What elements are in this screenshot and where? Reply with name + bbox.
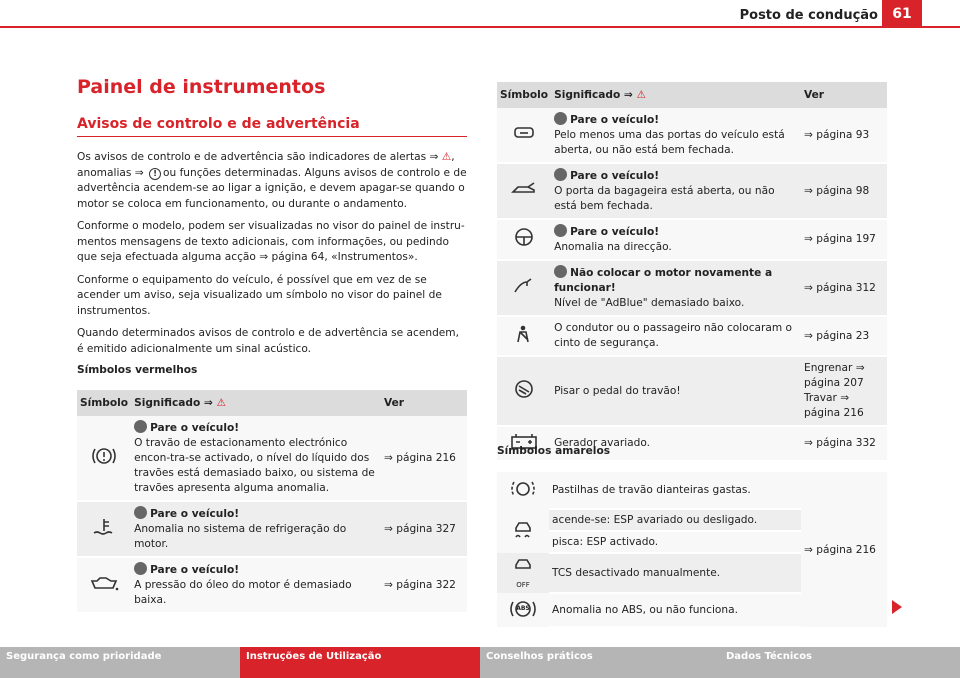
row-alert: Pare o veículo!: [150, 564, 240, 576]
esp-icon: [497, 509, 549, 553]
row-text: TCS desactivado manualmente.: [549, 553, 801, 593]
trunk-open-icon: [497, 163, 551, 219]
row-meaning: [131, 501, 381, 557]
row-alert: Pare o veículo!: [150, 508, 240, 520]
footer-tab[interactable]: Conselhos práticos: [480, 647, 720, 678]
door-open-icon: [497, 108, 551, 163]
yellow-symbols-table: [497, 472, 887, 628]
footer-tab[interactable]: Segurança como prioridade: [0, 647, 240, 678]
row-text: Anomalia no sistema de refrigeração do motor.: [134, 523, 347, 550]
stop-icon: [554, 112, 567, 125]
row-ref[interactable]: ⇒ página 332: [801, 426, 887, 461]
row-text: Pastilhas de travão dianteiras gastas.: [549, 472, 801, 509]
row-text: O travão de estacionamento electrónico encon-tra-se activado, o nível do líquido dos travões está demasiado baixo, ou sistema de travões apresenta alguma anomalia.: [134, 437, 375, 494]
row-text: Gerador avariado.: [554, 437, 651, 449]
col-meaning: Significado ⇒ ⚠: [131, 390, 381, 416]
brake-pedal-icon: [497, 356, 551, 426]
paragraph: Quando determinados avisos de controlo e de advertência se acendem, é emitido adicionalmente um sinal acústico.: [77, 327, 459, 355]
brake-pads-icon: [497, 472, 549, 509]
row-ref[interactable]: ⇒ página 312: [801, 260, 887, 316]
warning-triangle-icon: ⚠: [441, 151, 452, 163]
next-page-arrow-icon[interactable]: [892, 600, 902, 614]
row-text: Nível de "AdBlue" demasiado baixo.: [554, 297, 745, 309]
paragraph: Conforme o equipamento do veículo, é possível que em vez de se acender um aviso, seja visualizado um símbolo no visor do painel de instrumentos.: [77, 273, 442, 317]
col-meaning: Significado ⇒ ⚠: [551, 82, 801, 108]
left-column: [77, 76, 467, 614]
row-text: Anomalia no ABS, ou não funciona.: [549, 593, 801, 627]
row-ref[interactable]: ⇒ página 23: [801, 316, 887, 356]
abs-icon: ABS: [497, 593, 549, 627]
row-alert: Pare o veículo!: [570, 226, 660, 238]
row-ref[interactable]: ⇒ página 197: [801, 219, 887, 260]
row-meaning: [551, 108, 801, 163]
row-alert: Pare o veículo!: [570, 170, 660, 182]
row-text: O porta da bagageira está aberta, ou não está bem fechada.: [554, 185, 775, 212]
table-row: [77, 416, 467, 501]
brake-warning-icon: [77, 416, 131, 501]
yellow-symbols-heading: Símbolos amarelos: [497, 445, 611, 457]
row-alert: Pare o veículo!: [150, 422, 240, 434]
section-title: Avisos de controlo e de advertência: [77, 116, 467, 137]
row-meaning: [551, 356, 801, 426]
stop-icon: [134, 420, 147, 433]
page-number: 61: [882, 0, 922, 28]
row-ref[interactable]: ⇒ página 93: [801, 108, 887, 163]
row-ref[interactable]: ⇒ página 327: [381, 501, 467, 557]
col-symbol: Símbolo: [77, 390, 131, 416]
row-ref[interactable]: ⇒ página 216: [381, 416, 467, 501]
table-row: [497, 356, 887, 426]
row-text: A pressão do óleo do motor é demasiado baixa.: [134, 579, 352, 606]
paragraph: Conforme o modelo, podem ser visualizadas no visor do painel de instru-mentos mensagens de texto adicionais, com informações, ou pedindo que seja efectuada alguma acção ⇒ página 64, «Instrumentos».: [77, 220, 465, 263]
row-ref[interactable]: ⇒ página 98: [801, 163, 887, 219]
row-meaning: [131, 416, 381, 501]
row-meaning: [551, 219, 801, 260]
table-row: [77, 557, 467, 613]
row-ref[interactable]: ⇒ página 322: [381, 557, 467, 613]
stop-icon: [134, 506, 147, 519]
table-row: [497, 472, 887, 509]
col-see: Ver: [801, 82, 887, 108]
warning-triangle-icon: ⚠: [636, 88, 647, 101]
red-symbols-table-cont: [497, 82, 887, 462]
table-row: [497, 163, 887, 219]
footer-tab[interactable]: Dados Técnicos: [720, 647, 960, 678]
col-see: Ver: [381, 390, 467, 416]
row-meaning: [551, 316, 801, 356]
row-alert: Pare o veículo!: [570, 114, 660, 126]
tcs-off-icon: OFF: [497, 553, 549, 593]
page-title: Painel de instrumentos: [77, 76, 326, 98]
row-meaning: [551, 260, 801, 316]
header-rule: [0, 26, 960, 28]
row-ref[interactable]: ⇒ página 216: [801, 472, 887, 627]
row-text: Anomalia na direcção.: [554, 241, 672, 253]
stop-icon: [134, 562, 147, 575]
steering-icon: [497, 219, 551, 260]
table-row: [497, 316, 887, 356]
red-symbols-table: [77, 390, 467, 614]
red-symbols-heading: Símbolos vermelhos: [77, 364, 198, 376]
col-symbol: Símbolo: [497, 82, 551, 108]
oil-pressure-icon: [77, 557, 131, 613]
row-text: O condutor ou o passageiro não colocaram o cinto de segurança.: [554, 322, 793, 349]
warning-triangle-icon: ⚠: [216, 396, 227, 409]
row-ref[interactable]: Engrenar ⇒ página 207 Travar ⇒ página 216: [801, 356, 887, 426]
row-text: acende-se: ESP avariado ou desligado.: [549, 509, 801, 531]
stop-icon: [554, 168, 567, 181]
right-column: [497, 82, 887, 462]
row-meaning: [131, 557, 381, 613]
row-meaning: [551, 163, 801, 219]
table-row: [497, 108, 887, 163]
stop-icon: [554, 224, 567, 237]
table-row: [497, 260, 887, 316]
paragraph: Os avisos de controlo e de advertência são indicadores de alertas ⇒ ⚠, anomalias ⇒ ! ou funções determinadas. Alguns avisos de controlo e de advertência acendem-se ao ligar a ignição, e devem apagar-se quando o motor se coloca em funcionamento, ou durante o andamento.: [77, 151, 467, 210]
row-text: Pisar o pedal do travão!: [554, 384, 681, 397]
running-header: Posto de condução: [739, 8, 878, 23]
adblue-icon: [497, 260, 551, 316]
row-text: Pelo menos uma das portas do veículo está aberta, ou não está bem fechada.: [554, 129, 785, 156]
stop-icon: [554, 265, 567, 278]
table-row: [497, 219, 887, 260]
footer-tab[interactable]: Instruções de Utilização: [240, 647, 480, 678]
row-text: pisca: ESP activado.: [549, 531, 801, 553]
table-row: [77, 501, 467, 557]
row-alert: Não colocar o motor novamente a funcionar!: [554, 267, 773, 294]
coolant-icon: [77, 501, 131, 557]
notice-icon: !: [149, 168, 161, 180]
footer-nav: [0, 647, 960, 678]
seatbelt-icon: [497, 316, 551, 356]
